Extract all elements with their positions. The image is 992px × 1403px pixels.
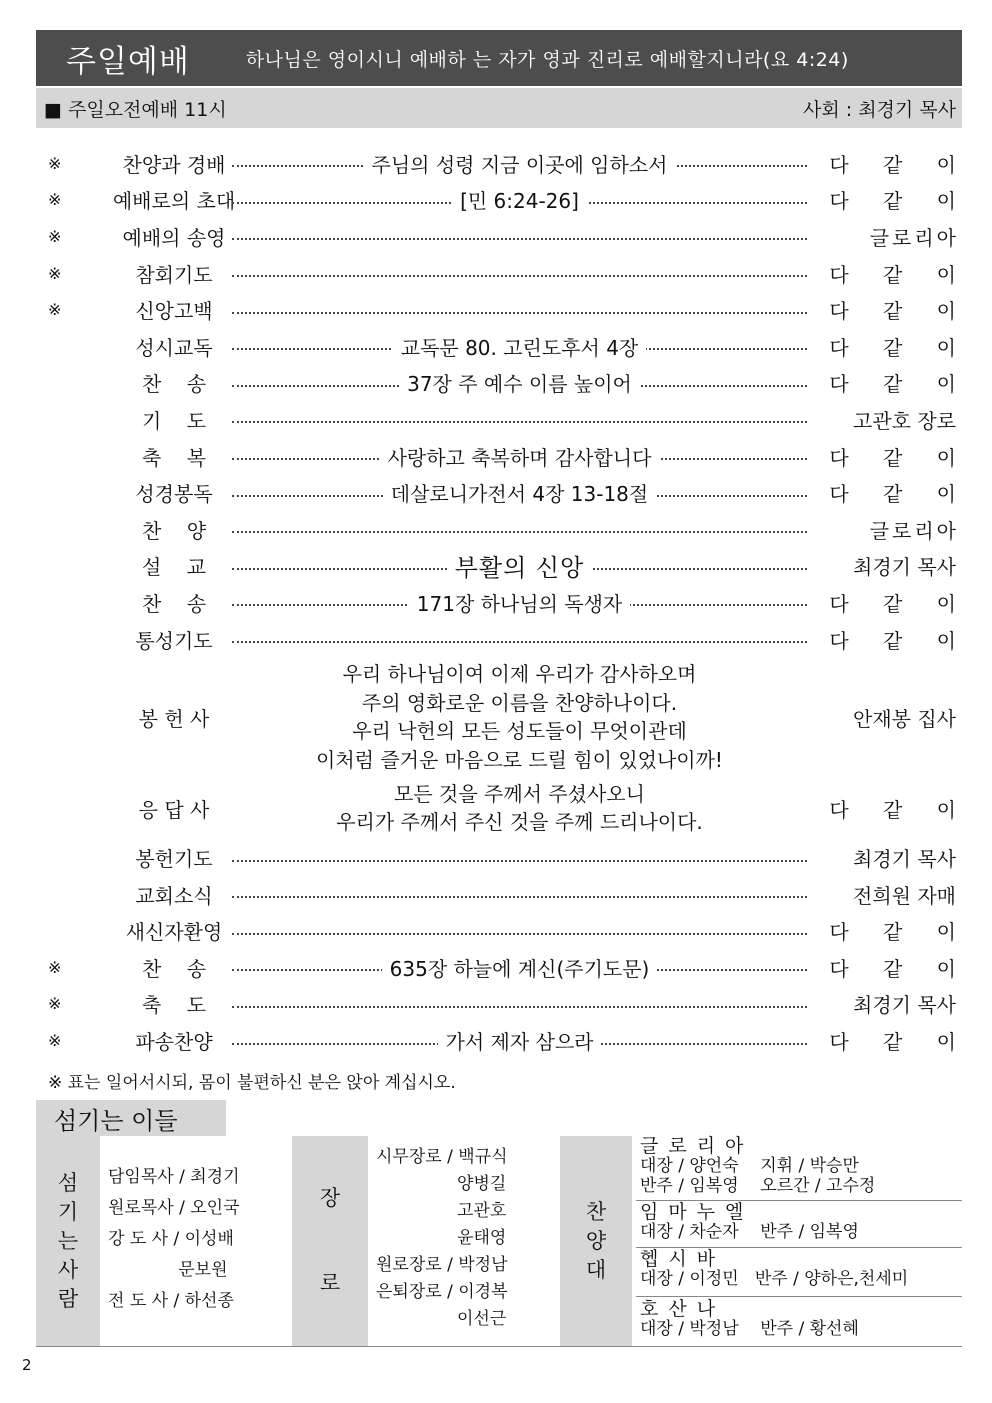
dotted-leader (232, 884, 807, 904)
order-item-name: 예배로의 초대 (112, 189, 236, 214)
order-row (36, 511, 962, 548)
order-row (36, 1022, 970, 1059)
response-line: 모든 것을 주께서 주셨사오니 (394, 781, 645, 806)
choir-divider (636, 1247, 962, 1248)
elder-person: 은퇴장로 / 이경복 (376, 1282, 508, 1302)
order-item-name: 파송찬양 (135, 1030, 213, 1055)
choir-label (560, 1136, 632, 1346)
stand-mark: ※ (48, 153, 62, 173)
elders-list (376, 1136, 561, 1354)
order-item-person: 다 같 이 (829, 262, 970, 287)
offering-line: 우리 하나님이여 이제 우리가 감사하오며 (342, 662, 697, 687)
people-list (108, 1136, 288, 1372)
order-item-person: 글로리아 (869, 225, 959, 250)
staff-person: 문보원 (108, 1260, 228, 1280)
order-item-name: 신앙고백 (135, 299, 213, 324)
dotted-leader (232, 921, 807, 941)
order-item-person: 다 같 이 (829, 335, 970, 360)
order-item-person: 다 같 이 (829, 299, 970, 324)
staff-person: 전 도 사 / 하선종 (108, 1291, 234, 1311)
order-item-name: 축 복 (141, 445, 207, 470)
order-item-name: 새신자환영 (125, 920, 223, 945)
choir-name: 임마누엘 (640, 1201, 754, 1223)
order-row (36, 839, 962, 876)
order-row (36, 291, 970, 328)
order-item-name: 찬 송 (141, 956, 207, 981)
dotted-leader (232, 152, 807, 177)
choir-list (636, 1136, 962, 1346)
order-item-person: 다 같 이 (829, 189, 970, 214)
people-label-char: 사 (57, 1257, 79, 1282)
order-row (36, 584, 970, 621)
staff-person: 강 도 사 / 이성배 (108, 1229, 234, 1249)
order-row (36, 255, 970, 292)
choir-group (636, 1249, 962, 1289)
elders-label-char: 로 (319, 1271, 341, 1295)
response-row (36, 777, 970, 839)
order-item-detail: 가서 제자 삼으라 (438, 1026, 602, 1055)
order-item-person: 다 같 이 (829, 956, 970, 981)
offering-line: 이처럼 즐거운 마음으로 드릴 힘이 있었나이까! (316, 747, 723, 772)
elder-person: 고관호 (376, 1201, 507, 1221)
elder-person: 양병길 (376, 1174, 507, 1194)
page-title: 주일예배 (66, 43, 190, 80)
order-item-person: 최경기 목사 (853, 555, 956, 580)
order-row (36, 548, 962, 585)
elder-person: 시무장로 / 백규식 (376, 1147, 508, 1167)
stand-mark: ※ (48, 226, 62, 246)
header-bar (36, 30, 962, 86)
order-item-name: 예배의 송영 (122, 225, 226, 250)
stand-mark: ※ (48, 300, 62, 320)
choir-members: 대장 / 양언숙 지휘 / 박승만 (640, 1156, 859, 1176)
choir-divider (636, 1296, 962, 1297)
order-item-person: 다 같 이 (829, 591, 970, 616)
order-item-detail: 37장 주 예수 이름 높이어 (399, 368, 640, 397)
order-item-person: 전희원 자매 (853, 883, 956, 908)
offering-name: 봉 헌 사 (138, 706, 210, 731)
stand-mark: ※ (48, 263, 62, 283)
dotted-leader (232, 409, 807, 429)
order-row (36, 876, 962, 913)
choir-group (636, 1202, 962, 1242)
elders-label (292, 1136, 368, 1346)
staff-person: 담임목사 / 최경기 (108, 1167, 240, 1187)
order-item-name: 찬 송 (141, 372, 207, 397)
dotted-leader (232, 848, 807, 868)
order-item-detail: 주님의 성령 지금 이곳에 임하소서 (364, 149, 676, 178)
dotted-leader (232, 189, 807, 214)
response-line: 우리가 주께서 주신 것을 주께 드리나이다. (336, 810, 703, 835)
order-item-person: 글로리아 (869, 518, 959, 543)
order-item-name: 설 교 (141, 555, 207, 580)
order-item-name: 봉헌기도 (135, 847, 213, 872)
order-item-person: 다 같 이 (829, 482, 970, 507)
order-item-person: 다 같 이 (829, 920, 970, 945)
people-label-char: 는 (57, 1228, 79, 1253)
choir-members: 대장 / 차순자 반주 / 임복영 (640, 1222, 859, 1242)
dotted-leader (232, 629, 807, 649)
dotted-leader (232, 956, 807, 981)
order-item-name: 기 도 (141, 408, 207, 433)
order-of-worship (36, 145, 970, 1059)
order-item-person: 다 같 이 (829, 152, 970, 177)
offering-line: 주의 영화로운 이름을 찬양하나이다. (361, 690, 678, 715)
order-item-person: 최경기 목사 (853, 847, 956, 872)
stand-mark: ※ (48, 957, 62, 977)
order-row (36, 438, 970, 475)
response-text (232, 780, 807, 837)
dotted-leader (232, 591, 807, 616)
people-label-char: 섬 (57, 1170, 79, 1195)
response-name: 응 답 사 (138, 797, 210, 822)
dotted-leader (232, 445, 807, 470)
order-item-person: 고관호 장로 (853, 408, 956, 433)
staff-tab: 섬기는 이들 (36, 1100, 226, 1136)
header-verse: 하나님은 영이시니 예배하 는 자가 영과 진리로 예배할지니라(요 4:24) (245, 48, 849, 71)
dotted-leader (232, 226, 807, 246)
order-row (36, 913, 970, 950)
order-item-detail: [민 6:24-26] (452, 185, 587, 214)
order-item-person: 최경기 목사 (853, 993, 956, 1018)
choir-label-char: 양 (585, 1228, 607, 1253)
order-item-detail: 부활의 신앙 (447, 548, 593, 583)
choir-name: 호산나 (640, 1298, 726, 1320)
page-number: 2 (22, 1356, 32, 1374)
choir-divider (636, 1200, 962, 1201)
choir-label-char: 대 (585, 1257, 607, 1282)
order-item-name: 찬 송 (141, 591, 207, 616)
response-person: 다 같 이 (829, 797, 970, 822)
choir-group (636, 1136, 962, 1196)
dotted-leader (232, 300, 807, 320)
order-row (36, 182, 970, 219)
choir-members: 대장 / 이정민 반주 / 양하은,천세미 (640, 1269, 909, 1289)
order-item-person: 다 같 이 (829, 445, 970, 470)
order-row (36, 474, 970, 511)
order-row (36, 218, 962, 255)
order-item-person: 다 같 이 (829, 372, 970, 397)
order-item-name: 참회기도 (135, 262, 213, 287)
dotted-leader (232, 519, 807, 539)
order-row (36, 986, 962, 1023)
elder-person: 원로장로 / 박정남 (376, 1255, 508, 1275)
order-item-detail: 635장 하늘에 계신(주기도문) (382, 953, 658, 982)
stand-mark: ※ (48, 190, 62, 210)
order-item-detail: 171장 하나님의 독생자 (409, 588, 630, 617)
service-subheader (36, 88, 962, 128)
offering-text (232, 660, 807, 774)
offering-line: 우리 낙헌의 모든 성도들이 무엇이관데 (352, 719, 687, 744)
people-label-char: 기 (57, 1199, 79, 1224)
order-item-name: 통성기도 (135, 628, 213, 653)
order-item-name: 찬양과 경배 (122, 152, 226, 177)
footnote: ※ 표는 일어서시되, 몸이 불편하신 분은 앉아 계십시오. (48, 1073, 456, 1093)
choir-name: 글로리아 (640, 1135, 754, 1157)
elder-person: 윤태영 (376, 1228, 507, 1248)
order-item-name: 축 도 (141, 993, 207, 1018)
order-item-detail: 교독문 80. 고린도후서 4장 (393, 332, 646, 361)
order-item-name: 교회소식 (135, 883, 213, 908)
order-row (36, 949, 970, 986)
order-item-person: 다 같 이 (829, 1030, 970, 1055)
order-row (36, 328, 970, 365)
order-item-name: 찬 양 (141, 518, 207, 543)
dotted-leader (232, 554, 807, 583)
dotted-leader (232, 372, 807, 397)
order-item-detail: 사랑하고 축복하며 감사합니다 (380, 442, 660, 471)
order-row (36, 145, 970, 182)
elder-person: 이선근 (376, 1309, 507, 1329)
order-row (36, 365, 970, 402)
dotted-leader (232, 994, 807, 1014)
choir-name: 헵시바 (640, 1248, 726, 1270)
service-leader: 사회 : 최경기 목사 (803, 98, 956, 121)
dotted-leader (232, 263, 807, 283)
choir-label-char: 찬 (585, 1199, 607, 1224)
order-item-person: 다 같 이 (829, 628, 970, 653)
dotted-leader (232, 482, 807, 507)
offering-row (36, 657, 962, 777)
elders-label-char: 장 (319, 1186, 341, 1210)
staff-person: 원로목사 / 오인국 (108, 1198, 240, 1218)
choir-members: 반주 / 임복영 오르간 / 고수정 (640, 1176, 876, 1196)
stand-mark: ※ (48, 994, 62, 1014)
order-item-name: 성경봉독 (135, 482, 213, 507)
stand-mark: ※ (48, 1031, 62, 1051)
order-item-detail: 데살로니가전서 4장 13-18절 (383, 478, 656, 507)
choir-group (636, 1299, 962, 1339)
choir-members: 대장 / 박정남 반주 / 황선혜 (640, 1319, 859, 1339)
offering-person: 안재봉 집사 (853, 706, 956, 731)
order-item-name: 성시교독 (135, 335, 213, 360)
staff-table (36, 1136, 962, 1347)
dotted-leader (232, 335, 807, 360)
people-label (36, 1136, 100, 1346)
dotted-leader (232, 1030, 807, 1055)
service-name: ■ 주일오전예배 11시 (44, 98, 227, 121)
order-row (36, 621, 970, 658)
order-row (36, 401, 962, 438)
people-label-char: 람 (57, 1286, 79, 1311)
